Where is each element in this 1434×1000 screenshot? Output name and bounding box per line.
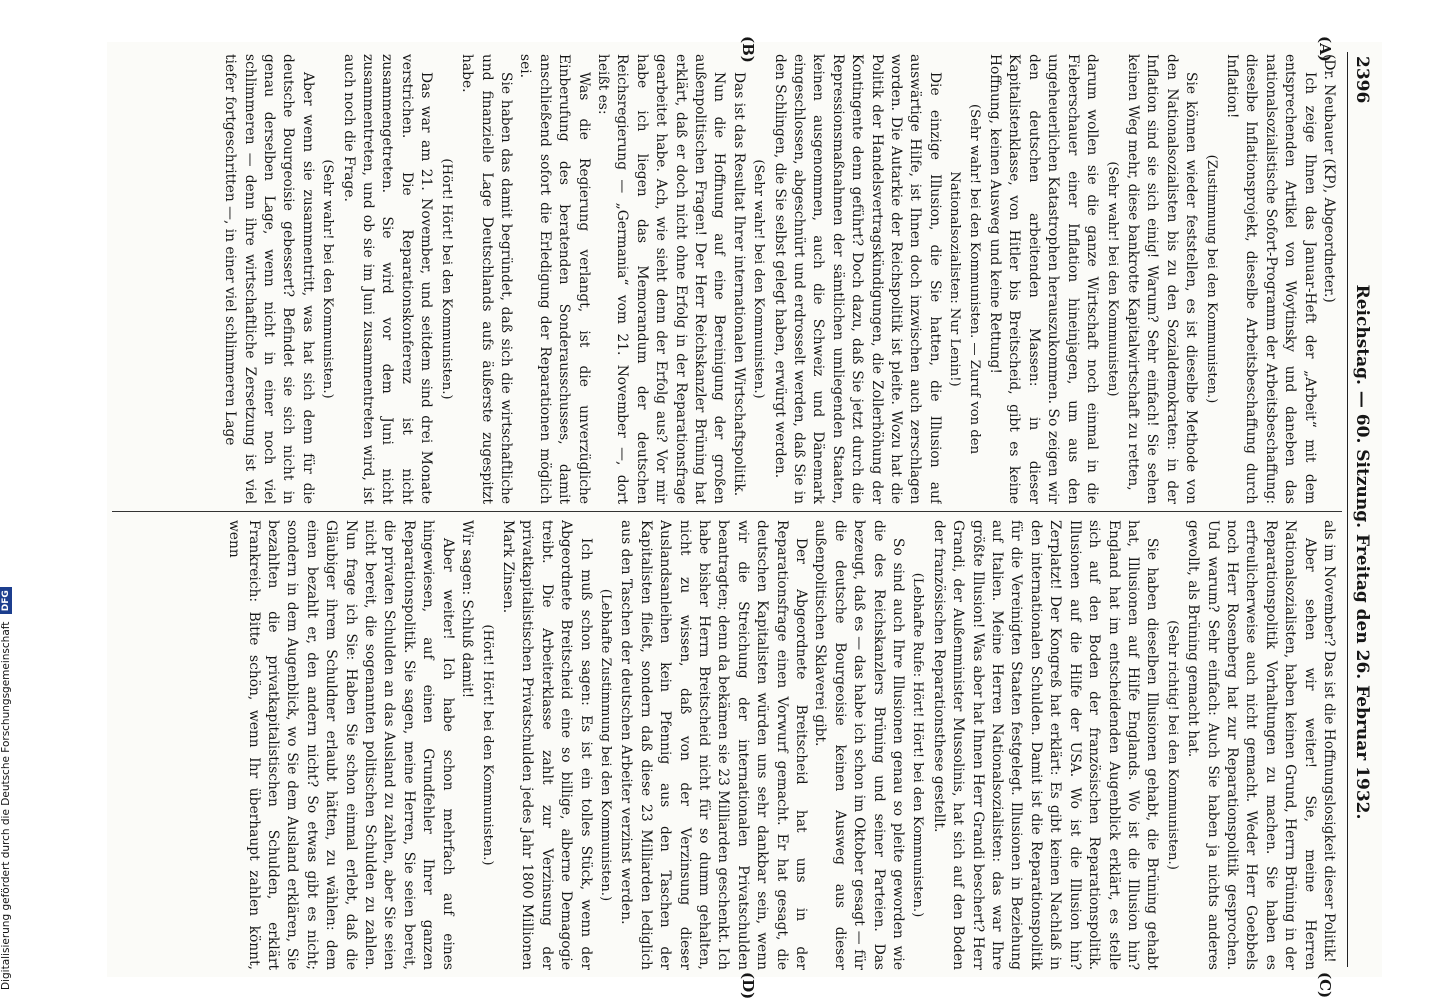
interjection: (Sehr wahr! bei den Kommunisten.) [751,159,767,399]
margin-mark-d: (D) [739,972,757,1000]
paragraph: Ich muß schon sagen: Es ist ein tolles Stück, wenn der Abgeordnete Breitscheid eine so billige, alberne Demagogie treibt. Die Arbeiterklasse zahlt zur Verzinsung der privatkapitalistischen Privatschulden jedes Jahr 1800 Millionen Mark Zinsen. [499,520,594,970]
margin-mark-b: (B) [739,36,757,63]
interjection: (Zustimmung bei den Kommunisten.) [1203,154,1219,404]
paragraph: Sie haben dieselben Illusionen gehabt, die Brüning gehabt hat, Illusionen auf Hilfe Englands. Wo ist die Illusion hin? England hat im entscheidenden Augenblick erklärt, es stelle sich auf den Boden der französischen Reparationspolitik. Illusionen auf die Hilfe der USA. Wo ist die Illusion hin? Zerplatzt! Der Kongreß hat erklärt: Es gibt keinen Nachlaß in den internationalen Schulden. Damit ist die Reparationspolitik für die Vereinigten Staaten festgelegt. Illusionen in Beziehung auf Italien. Meine Herren Nationalsozialisten: das war Ihre größte Illusion! Was aber hat Ihnen Herr Grandi beschert? Herr Grandi, der Außenminister Mussolinis, hat sich auf den Boden der französischen Reparationsthese gestellt. [930,520,1161,970]
paragraph: Das war am 21. November, und seitdem sind drei Monate verstrichen. Die Reparationskonferenz ist nicht zusammengetreten. Sie wird vor dem Juni nicht zusammentreten, und ob sie im Juni zusammentreten wird, ist auch noch die Frage. [340,54,435,504]
scanned-page [107,36,1382,1000]
paragraph: als im November? Das ist die Hoffnungslosigkeit dieser Politik! [1321,520,1337,963]
left-column [118,54,1338,504]
paragraph: Wir sagen: Schluß damit! [459,520,476,699]
interjection: (Hört! Hört! bei den Kommunisten.) [479,624,495,866]
page-number: 2396 [1352,56,1372,104]
page-title: Reichstag. — 60. Sitzung. Freitag den 26. Februar 1932. [1352,284,1372,820]
page-header [1347,52,1378,967]
paragraph: Die einzige Illusion, die Sie hatten, die Illusion auf auswärtige Hilfe, ist Ihnen doch inzwischen auch zerschlagen worden. Die Autarkie der Reichspolitik ist pleite. Wozu hat die Politik der Handelsvertragskündigungen, die Zollerhöhung der Kontingente denn geführt? Doch dazu, daß Sie jetzt durch die Repressionsmaßnahmen der sämtlichen umliegenden Staaten, keinen ausgenommen, auch die Schweiz und Dänemark eingeschlossen, abgeschnürt und erdrosselt werden, daß Sie in den Schlingen, die Sie selbst gelegt haben, erwürgt werden. [771,54,943,504]
interjection: (Sehr wahr! bei den Kommunisten.) [320,159,336,399]
paragraph: Aber weiter! Ich habe schon mehrfach auf eines hingewiesen, auf einen Grundfehler Ihrer ganzen Reparationspolitik. Sie sagen, meine Herren, Sie seien bereit, die privaten Schulden an das Ausland zu zahlen, aber Sie seien nicht bereit, die sogenannten politischen Schulden zu zahlen. Nun frage ich Sie: Haben Sie schon einmal erlebt, daß die Gläubiger ihrem Schuldner erlaubt hätten, zu wählen: dem einen bezahlt er, den andern nicht? So etwas gibt es nicht; sondern in dem Augenblick, wo Sie dem Ausland erklären, Sie bezahlten die privatkapitalistischen Schulden, erklärt Frankreich: Bitte schön, wenn Ihr überhaupt zahlen könnt, wenn [226,520,456,970]
paragraph: Sie haben das damit begründet, daß sich die wirtschaftliche und finanzielle Lage Deutschlands aufs äußerste zugespitzt habe. [459,54,514,504]
margin-mark-a: (A) [1316,36,1334,62]
interjection: (Lebhafte Zustimmung bei den Kommunisten.) [597,588,613,902]
interjection: (Sehr richtig! bei den Kommunisten.) [1164,620,1180,870]
paragraph: Sie können wieder feststellen, es ist dieselbe Methode von den Nationalsozialisten bis zu den Sozialdemokraten: in der Inflation sind sie sich einig! Warum? Sehr einfach! Sie sehen keinen Weg mehr, diese bankrotte Kapitalwirtschaft zu retten, [1124,54,1200,504]
dfg-logo: DFG [0,587,12,614]
column-divider [112,511,1342,512]
paragraph: darum wollen sie die ganze Wirtschaft noch einmal in die Fieberschauer einer Inflation hineinjagen, um aus den ungeheuerlichen Katastrophen herauszukommen. So zeigen wir den deutschen arbeitenden Massen: in dieser Kapitalistenklasse, von Hitler bis Breitscheid, gibt es keine Hoffnung, keinen Ausweg und keine Rettung! [987,54,1101,504]
speaker-label: (Dr. Neubauer (KP), Abgeordneter.) [1321,54,1337,303]
funding-text: Digitalisierung gefördert durch die Deutsche Forschungsgemeinschaft [0,621,12,990]
paragraph: Das ist das Resultat Ihrer internationalen Wirtschaftspolitik. [730,72,747,497]
right-column [118,520,1338,970]
margin-mark-c: (C) [1316,972,1334,999]
quotation: Was die Regierung verlangt, ist die unverzügliche Einberufung des beratenden Sonderausschusses, damit anschließend sofort die Erledigung der Reparationen möglich sei. [517,54,592,504]
paragraph: Nun die Hoffnung auf eine Bereinigung der großen außenpolitischen Fragen! Der Herr Reichskanzler Brüning hat erklärt, daß er doch nicht ohne Erfolg in der Reparationsfrage gearbeitet habe. Ach, wie sieht denn der Erfolg aus? Vor mir habe ich liegen das Memorandum der deutschen Reichsregierung — „Germania“ vom 21. November —, dort heißt es: [594,54,728,504]
paragraph: Aber sehen wir weiter! Sie, meine Herren Nationalsozialisten, haben keinen Grund, Herrn Brüning in der Reparationspolitik Vorhaltungen zu machen. Sie haben es erfreulicherweise auch nicht gemacht. Weder Herr Goebbels noch Herr Rosenberg hat zur Reparationspolitik gesprochen. Und warum? Sehr einfach: Auch Sie haben ja nichts anderes gewollt, als Brüning gemacht hat. [1185,520,1318,970]
paragraph: So sind auch Ihre Illusionen genau so pleite geworden wie die des Reichskanzlers Brüning und seiner Parteien. Das bezeugt, daß es — das habe ich schon im Oktober gesagt — für die deutsche Bourgeoisie keinen Ausweg aus dieser außenpolitischen Sklaverei gibt. [812,520,907,970]
interjection: (Hört! Hört! bei den Kommunisten.) [438,158,454,400]
interjection: (Sehr wahr! bei den Kommunisten) [1104,161,1120,397]
paragraph: Der Abgeordnete Breitscheid hat uns in der Reparationsfrage einen Vorwurf gemacht. Er hat gesagt, die deutschen Kapitalisten würden uns sehr dankbar sein, wenn wir die Streichung der internationalen Privatschulden beantragten; denn da bekämen sie 23 Milliarden geschenkt. Ich habe bisher Herrn Breitscheid nicht für so dumm gehalten, nicht zu wissen, daß von der Verzinsung dieser Auslandsanleihen kein Pfennig aus den Taschen der Kapitalisten fließt, sondern daß diese 23 Milliarden lediglich aus den Taschen der deutschen Arbeiter verzinst werden. [618,520,810,970]
paragraph: Aber wenn sie zusammentritt, was hat sich denn für die deutsche Bourgeoisie gebessert? Befindet sie sich nicht in genau derselben Lage, wenn nicht in einer noch viel schlimmeren — denn ihre wirtschaftliche Zersetzung ist viel tiefer fortgeschritten —, in einer viel schlimmeren Lage [222,54,316,504]
funding-footer [0,0,14,1000]
interjection: (Sehr wahr! bei den Kommunisten. — Zuruf von den Nationalsozialisten: Nur Lenin!) [947,103,982,455]
interjection: (Lebhafte Rufe: Hört! Hört! bei den Kommunisten.) [910,572,926,918]
paragraph: Ich zeige Ihnen das Januar-Heft der „Arbeit“ mit dem entsprechenden Artikel von Woytinsky und daneben das nationalsozialistische Sofort-Programm der Arbeitsbeschaffung: dieselbe Inflationsprojekt, dieselbe Arbeitsbeschaffung durch Inflation! [1223,54,1318,504]
